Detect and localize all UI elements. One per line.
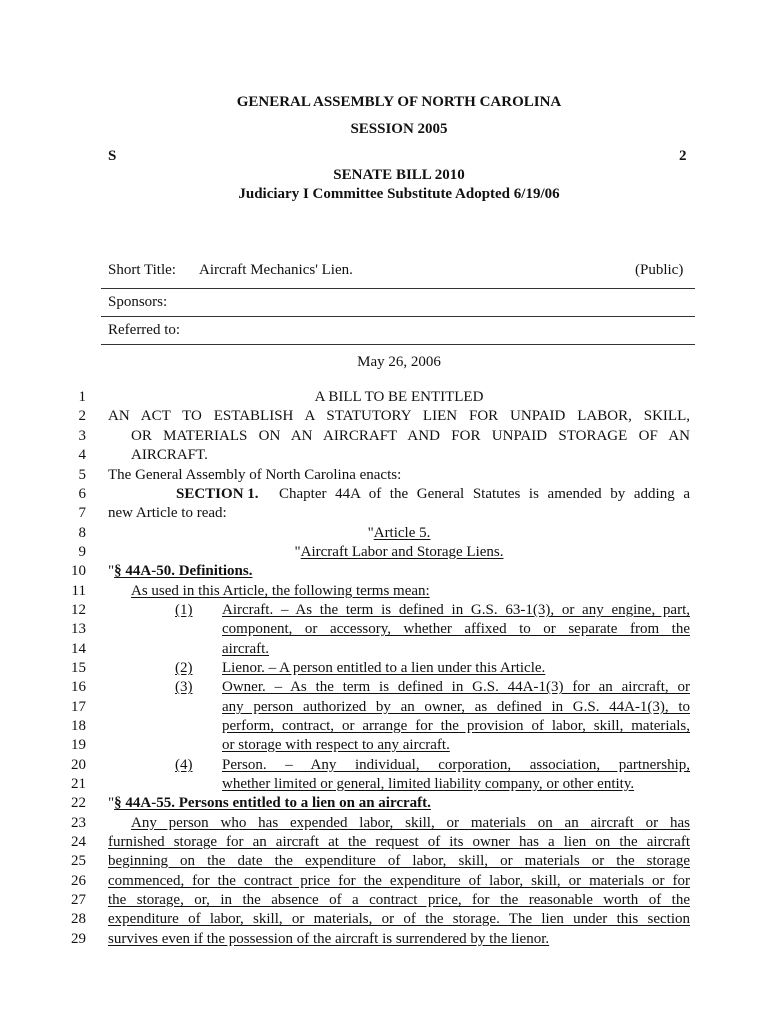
definition-text: Aircraft. – As the term is defined in G.S. 63-1(3), or any engine, part,: [222, 602, 690, 618]
line-number: 2: [78, 408, 86, 424]
line-number: 18: [71, 718, 86, 734]
bill-entitled: A BILL TO BE ENTITLED: [314, 389, 484, 405]
session-heading: SESSION 2005: [350, 121, 448, 137]
line-number: 11: [71, 583, 86, 599]
line-number: 4: [78, 447, 86, 463]
line-number: 26: [71, 873, 86, 889]
definitions-intro: As used in this Article, the following terms mean:: [131, 583, 430, 599]
definition-text: aircraft.: [222, 641, 270, 657]
definition-text: whether limited or general, limited liability company, or other entity.: [222, 776, 635, 792]
article-title-text: Aircraft Labor and Storage Liens.: [300, 544, 504, 560]
section-text: new Article to read:: [108, 505, 227, 521]
section-body-text: beginning on the date the expenditure of labor, skill, or materials or the storage: [108, 853, 690, 869]
line-number: 21: [71, 776, 86, 792]
item-number: (1): [175, 602, 193, 618]
bill-number: SENATE BILL 2010: [333, 167, 465, 183]
definition-text: Person. – Any individual, corporation, association, partnership,: [222, 757, 690, 773]
section-body-text: the storage, or, in the absence of a contract price, for the reasonable worth of the: [108, 892, 690, 908]
section-body-text: furnished storage for an aircraft at the request of its owner has a lien on the aircraft: [108, 834, 690, 850]
line-number: 22: [71, 795, 86, 811]
item-number: (2): [175, 660, 193, 676]
line-number: 25: [71, 853, 86, 869]
sponsors-label: Sponsors:: [108, 294, 168, 310]
enacting-clause: The General Assembly of North Carolina enacts:: [108, 467, 402, 483]
chamber-letter: S: [108, 148, 117, 164]
section-label: SECTION 1.: [176, 486, 259, 502]
section-body-text: commenced, for the contract price for the expenditure of labor, skill, or materials or for: [108, 873, 690, 889]
item-number: (3): [175, 679, 193, 695]
public-label: (Public): [635, 262, 684, 278]
quote-mark: ": [367, 525, 374, 541]
section-body-text: expenditure of labor, skill, or materials, or of the storage. The lien under this section: [108, 911, 690, 927]
line-number: 10: [71, 563, 86, 579]
line-number: 20: [71, 757, 86, 773]
act-title-line: AIRCRAFT.: [131, 447, 208, 463]
line-number: 12: [71, 602, 86, 618]
line-number: 19: [71, 737, 86, 753]
quote-mark: ": [294, 544, 301, 560]
definition-text: perform, contract, or arrange for the provision of labor, skill, materials,: [222, 718, 690, 734]
article-number: Article 5.: [373, 525, 431, 541]
assembly-heading: GENERAL ASSEMBLY OF NORTH CAROLINA: [236, 94, 562, 110]
definition-text: or storage with respect to any aircraft.: [222, 737, 450, 753]
section-heading-text: § 44A-55. Persons entitled to a lien on an aircraft.: [114, 795, 431, 811]
definition-text: component, or accessory, whether affixed to or separate from the: [222, 621, 690, 637]
line-number: 6: [78, 486, 86, 502]
section-heading: [108, 563, 252, 580]
line-number: 13: [71, 621, 86, 637]
definition-text: Owner. – As the term is defined in G.S. 44A-1(3) for an aircraft, or: [222, 679, 690, 695]
line-number: 9: [78, 544, 86, 560]
article-title: [108, 544, 690, 561]
line-number: 5: [78, 467, 86, 483]
section-body-text: survives even if the possession of the aircraft is surrendered by the lienor.: [108, 931, 550, 947]
act-title-line: AN ACT TO ESTABLISH A STATUTORY LIEN FOR UNPAID LABOR, SKILL,: [108, 408, 690, 424]
line-number: 28: [71, 911, 86, 927]
line-number: 27: [71, 892, 86, 908]
referred-label: Referred to:: [108, 322, 181, 338]
line-number: 8: [78, 525, 86, 541]
bill-date: May 26, 2006: [357, 354, 441, 370]
section-body-text: Any person who has expended labor, skill, or materials on an aircraft or has: [131, 815, 690, 831]
section-heading: [108, 795, 431, 812]
quote-mark: ": [108, 563, 115, 579]
line-number: 15: [71, 660, 86, 676]
quote-mark: ": [108, 795, 115, 811]
definition-text: Lienor. – A person entitled to a lien under this Article.: [222, 660, 546, 676]
short-title: Aircraft Mechanics' Lien.: [199, 262, 353, 278]
line-number: 16: [71, 679, 86, 695]
section-text: Chapter 44A of the General Statutes is amended by adding a: [279, 486, 690, 502]
divider: [101, 288, 695, 289]
version-number: 2: [679, 148, 687, 164]
line-number: 1: [78, 389, 86, 405]
line-number: 14: [71, 641, 86, 657]
section-heading-text: § 44A-50. Definitions.: [114, 563, 253, 579]
divider: [101, 316, 695, 317]
act-title-line: OR MATERIALS ON AN AIRCRAFT AND FOR UNPAID STORAGE OF AN: [131, 428, 690, 444]
line-number: 23: [71, 815, 86, 831]
item-number: (4): [175, 757, 193, 773]
short-title-label: Short Title:: [108, 262, 176, 278]
line-number: 17: [71, 699, 86, 715]
definition-text: any person authorized by an owner, as defined in G.S. 44A-1(3), to: [222, 699, 690, 715]
line-number: 7: [78, 505, 86, 521]
line-number: 29: [71, 931, 86, 947]
article-heading: [108, 525, 690, 542]
line-number: 3: [78, 428, 86, 444]
line-number: 24: [71, 834, 86, 850]
divider: [101, 344, 695, 345]
committee-substitute: Judiciary I Committee Substitute Adopted 6/19/06: [238, 186, 560, 202]
